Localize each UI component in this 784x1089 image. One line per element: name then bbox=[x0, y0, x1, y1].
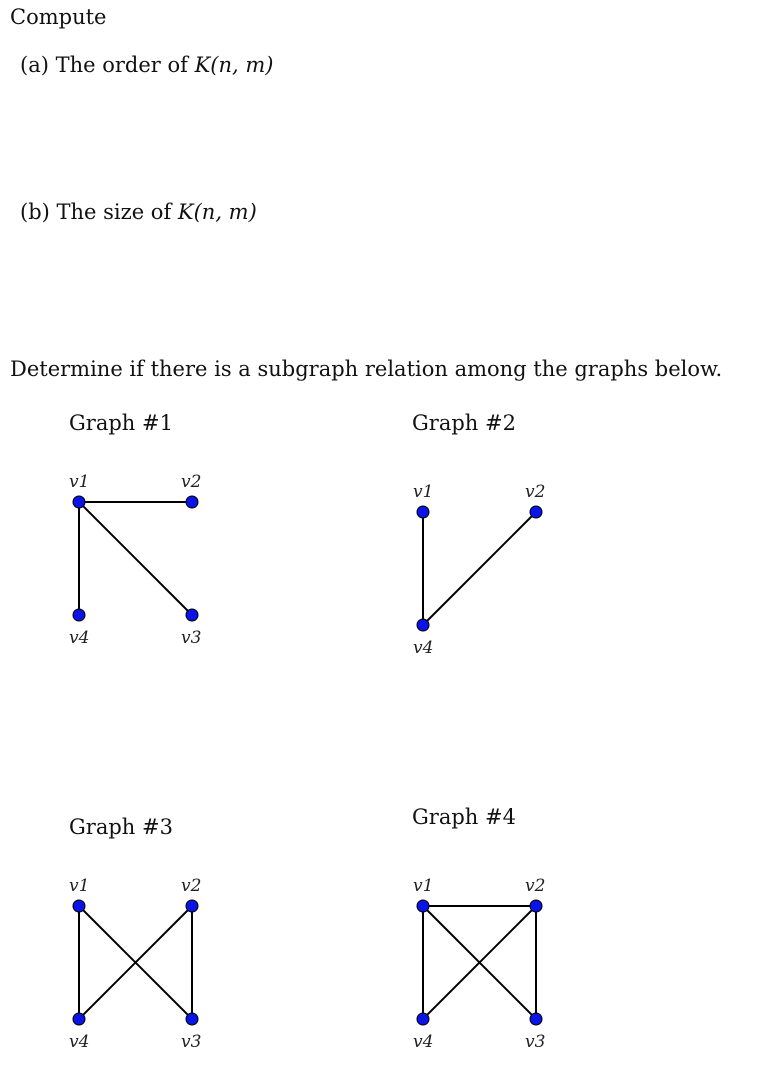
graph-4-title: Graph #4 bbox=[412, 805, 516, 829]
graph-1-vertex-v1 bbox=[73, 496, 85, 508]
part-b-expr: K(n, m) bbox=[177, 200, 257, 224]
graph-2-edge-v4-v2 bbox=[423, 512, 536, 625]
graph-3-label-v2: v2 bbox=[181, 876, 202, 896]
part-b bbox=[20, 202, 257, 223]
graph-1-vertex-v3 bbox=[186, 609, 198, 621]
graph-3-vertex-v3 bbox=[186, 1013, 198, 1025]
graph-4-label-v3: v3 bbox=[525, 1032, 546, 1052]
graph-2-label-v1: v1 bbox=[413, 482, 434, 502]
graph-3 bbox=[50, 869, 230, 1059]
graph-4-vertex-v2 bbox=[530, 900, 542, 912]
graph-3-title: Graph #3 bbox=[69, 815, 173, 839]
graph-1-label-v1: v1 bbox=[69, 472, 90, 492]
graph-1-label-v4: v4 bbox=[69, 628, 90, 648]
graph-1 bbox=[50, 465, 230, 655]
part-a-expr: K(n, m) bbox=[194, 53, 274, 77]
part-a bbox=[20, 55, 273, 76]
graph-2-vertex-v1 bbox=[417, 506, 429, 518]
graph-1-label-v3: v3 bbox=[181, 628, 202, 648]
graph-2-title: Graph #2 bbox=[412, 411, 516, 435]
graph-1-edge-v1-v3 bbox=[79, 502, 192, 615]
graph-2 bbox=[394, 475, 574, 665]
graph-2-vertex-v4 bbox=[417, 619, 429, 631]
graph-4-label-v4: v4 bbox=[413, 1032, 434, 1052]
graph-4-label-v1: v1 bbox=[413, 876, 434, 896]
part-b-label: (b) The size of bbox=[20, 200, 172, 224]
graph-4-label-v2: v2 bbox=[525, 876, 546, 896]
graph-2-vertex-v2 bbox=[530, 506, 542, 518]
graph-2-label-v4: v4 bbox=[413, 638, 434, 658]
graph-4 bbox=[394, 869, 574, 1059]
subgraph-heading: Determine if there is a subgraph relation among the graphs below. bbox=[10, 357, 723, 381]
graph-3-vertex-v4 bbox=[73, 1013, 85, 1025]
compute-heading: Compute bbox=[10, 5, 107, 29]
graph-3-label-v4: v4 bbox=[69, 1032, 90, 1052]
graph-3-vertex-v2 bbox=[186, 900, 198, 912]
graph-4-vertex-v3 bbox=[530, 1013, 542, 1025]
graph-3-vertex-v1 bbox=[73, 900, 85, 912]
graph-1-title: Graph #1 bbox=[69, 411, 173, 435]
graph-4-vertex-v1 bbox=[417, 900, 429, 912]
graph-4-vertex-v4 bbox=[417, 1013, 429, 1025]
graph-2-label-v2: v2 bbox=[525, 482, 546, 502]
graph-3-label-v3: v3 bbox=[181, 1032, 202, 1052]
graph-3-label-v1: v1 bbox=[69, 876, 90, 896]
graph-1-vertex-v2 bbox=[186, 496, 198, 508]
part-a-label: (a) The order of bbox=[20, 53, 188, 77]
graph-1-label-v2: v2 bbox=[181, 472, 202, 492]
graph-1-vertex-v4 bbox=[73, 609, 85, 621]
